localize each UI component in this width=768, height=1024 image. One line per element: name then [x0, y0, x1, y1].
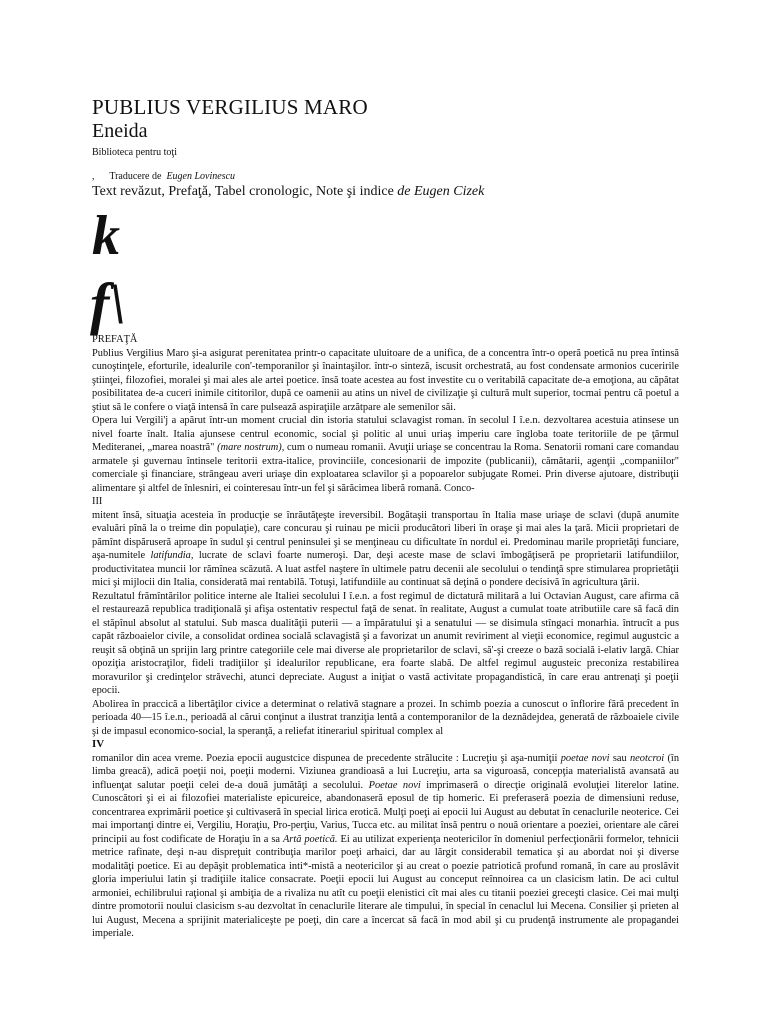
paragraph-6-italic-2: neotcroi [629, 752, 665, 764]
ornament-k-glyph: k [92, 205, 120, 267]
preface-heading: PREFAŢĂ [92, 334, 138, 345]
paragraph-1: Publius Vergilius Maro şi-a asigurat perenitatea printr-o capacitate uluitoare de a unifica, de a concentra într-o operă poetică nu prea întinsă cunoştinţele, eforturile, idealurile con'-temporanilor şi înaintaşilor. într-o sinteză, iscusit orchestrată, au fost condensate armonios cuceririle ştiinţei, filozofiei, moralei şi mai ales ale artei poetice. însă toate acestea au fost investite cu o veritabilă capacitate de-a emoţiona, au căpătat posibilitatea de-a cuceri inimile cititorilor, după ce oamenii au atins un nivel de civilizaţie şi cultură mult superior, tocmai pentru că poetul a ştiut să le confere o viaţă intensă în care pulsează aspiraţiile arzătpare ale semenilor săi. [92, 347, 679, 413]
paragraph-6-mid: sau [609, 752, 630, 764]
edition-line [92, 184, 484, 200]
page-number-iii: III [92, 496, 103, 507]
edition-text: Text revăzut, Prefaţă, Tabel cronologic, Note şi indice [92, 184, 398, 199]
edition-editor: de Eugen Cizek [397, 184, 485, 199]
paragraph-3 [92, 509, 679, 590]
paragraph-2-italic: (mare nostrum), [217, 442, 285, 453]
paragraph-2-rest: cum o numeau romanii. Avuţii uriaşe se concentrau la Roma. Senatorii romani care comandau armatele şi guvernau întinsele teritorii extra-italice, provinciile, concesionarii de impozite (publicanii), cămătarii, agenţii „companiilor" comerciale şi financiare, strângeau averi uriaşe din exploatarea sclavilor şi a popoarelor subjugate Romei. Prin diverse ajutoare, distribuţii alimentare şi altfel de înlesniri, ei cointeresau într-un fel şi sărăcimea liberă romană. Conco- [92, 442, 680, 494]
paragraph-6-text: romanilor din acea vreme. Poezia epocii augustcice dispunea de precedente strălucite : Lucreţiu şi aşa-numiţii [92, 752, 561, 764]
paragraph-3-italic: latifundia, [150, 550, 194, 561]
series-name: Biblioteca pentru toţi [92, 147, 177, 158]
paragraph-3-rest: lucrate de sclavi foarte numeroşi. Dar, deşi aceste mase de sclavi îmbogăţiseră pe proprietarii latifundiilor, productivitatea muncii lor rămînea scăzută. A luat astfel naştere în ultimele patru decenii ale secolului o tendinţă spre stimularea proprietăţii mici şi mijlocii din Italia, considerată mai rentabilă. Totuşi, latifundiile au continuat să deţină o pondere decisivă în agricultura ţării. [92, 550, 680, 588]
paragraph-4: Rezultatul frămîntărilor politice interne ale Italiei secolului I î.e.n. a fost regimul de dictatură militară a lui Octavian August, care afirma că el restaurează republica tradiţională şi afişa ostentativ respectul faţă de senat. în realitate, August a cumulat toate atributiile care să facă din el stăpînul absolut al statului. Sub masca dualităţii puterii — a împăratului şi a senatului — se disimula stîngaci monarhia. întrucît a pus capăt războaielor civile, a consolidat ordinea socială sclavagistă şi a favorizat un anumit reviriment al vieţii economice, regimul augustcic a reuşit să obţină un sprijin larg printre categoriile cele mai diverse ale proprietarilor de sclavi, să'-şi creeze o bază socială i-elativ largă. Chiar opoziţia aristocraţilor, fideli tradiţiilor şi idealurilor republicane, era foarte slabă. De altfel regimul augusteic preconiza restabilirea moravurilor şi credinţelor străvechi, atunci depreciate. August a iniţiat o vastă activitate propagandistică, în care erau antrenaţi şi poeţii epocii. [92, 590, 679, 696]
paragraph-2-text: Opera lui Vergili'j a apărut într-un moment crucial din istoria statului sclavagist roman. în secolul I î.e.n. dezvoltarea acestuia atinsese un nivel foarte înalt. Italia ajunsese centrul economic, social şi politic al unui uriaş imperiu care îngloba toate teritoriile de pe ţărmul Mediteranei, „marea noastră" [92, 415, 679, 453]
paragraph-5: Abolirea în praccică a libertăţilor civice a determinat o relativă stagnare a prozei. In schimb poezia a cunoscut o înflorire fără precedent în perioada 40—15 î.e.n., perioadă al cărui conţinut a ilustrat tranziţia lentă a contemporanilor de la deznădejdea, generată de războaiele civile şi de impasul economico-social, la speranţă, a reliefat itinerariul spiritual complex al [92, 698, 679, 737]
ornament-f-glyph: f\ [90, 271, 126, 336]
translator-name: Eugen Lovinescu [166, 171, 236, 182]
paragraph-6 [92, 752, 679, 941]
paragraph-6-italic: poetae novi [560, 752, 610, 764]
translator-prefix: , Traducere de [92, 171, 167, 182]
translator-line [92, 171, 235, 182]
paragraph-2 [92, 414, 679, 495]
paragraph-6-end: Ei au utilizat experienţa neotericilor în domeniul perfecţionării formelor, tehnicii metrice rafinate, deşi n-au dispreţuit contribuţia marilor poeţi arhaici, dar au lărgit considerabil tematica şi au abordat noi şi diverse modalităţi poetice. Ei au depăşit problematica inti*-mistă a neotericilor şi au creat o poezie patriotică profund romană, în care au proslăvit gloria imperiului latin şi tradiţiile italice consacrate. Poeţii epocii lui August au conceput reînnoirea ca un clasicism latin. De aci cultul armoniei, echilibrului raţional şi ambiţia de a rivaliza nu atît cu poeţii elenistici cît mai ales cu titanii poeziei greceşti clasice. Cei mai mulţi dintre promotorii noului clasicism s-au dezvoltat în cenaclurile literare ale timpului, în special în cenaclul lui Mecena. Consilier şi prieten al lui August, Mecena a sprijinit materialiceşte pe poeţi, din care a încercat să facă în mod abil şi cu prudenţă instrumente ale propagandei imperiale. [92, 833, 679, 939]
page-number-iv: IV [92, 738, 105, 750]
book-title: Eneida [92, 120, 148, 142]
preface-body [92, 333, 679, 941]
paragraph-6-italic-3: Poetae novi [368, 779, 421, 791]
paragraph-6-tail: imprimaseră o direcţie originală evoluţiei literelor latine. Cunoscători şi ei ai filozofiei materialiste epicureice, abandonaseră eposul de tip homeric. Ei preferaseră poezia de dimensiuni reduse, concentrarea exprimării poetice şi cultivaseră în special lirica erotică. Mulţi poeţi ai epocii lui August au debutat în cenaclurile neoterice. Cei mai importanţi dintre ei, Vergiliu, Horaţiu, Pro-perţiu, Varius, Tucca etc. au militat însă pentru o nouă orientare a poeziei, orientare ale cărei principii au fost codificate de Horaţiu în a sa [92, 779, 679, 845]
paragraph-3-text: mitent însă, situaţia acesteia în producţie se înrăutăţeşte ireversibil. Bogătaşii transportau în Italia mase uriaşe de sclavi (după anumite evaluări pînă la o treime din populaţie), care concurau şi ruinau pe micii producători liberi în oraşe şi mai ales la ţară. Micii proprietari de pămînt dispăruseră aproape în sudul şi centrul peninsulei şi se menţineau cu dificultate în nordul ei. Predominau marile proprietăţi funciare, aşa-numitele [92, 509, 679, 561]
book-author: PUBLIUS VERGILIUS MARO [92, 95, 368, 119]
paragraph-6-rest: (în limba greacă), adică poeţii noi, poeţii moderni. Viziunea grandioasă a lui Lucreţiu, arta sa viguroasă, concepţia materialistă avansată au influenţat salutar poeţii celei de-a două jumătăţi a secolului. [92, 752, 680, 791]
paragraph-6-italic-4: Artă poetică. [282, 833, 338, 845]
